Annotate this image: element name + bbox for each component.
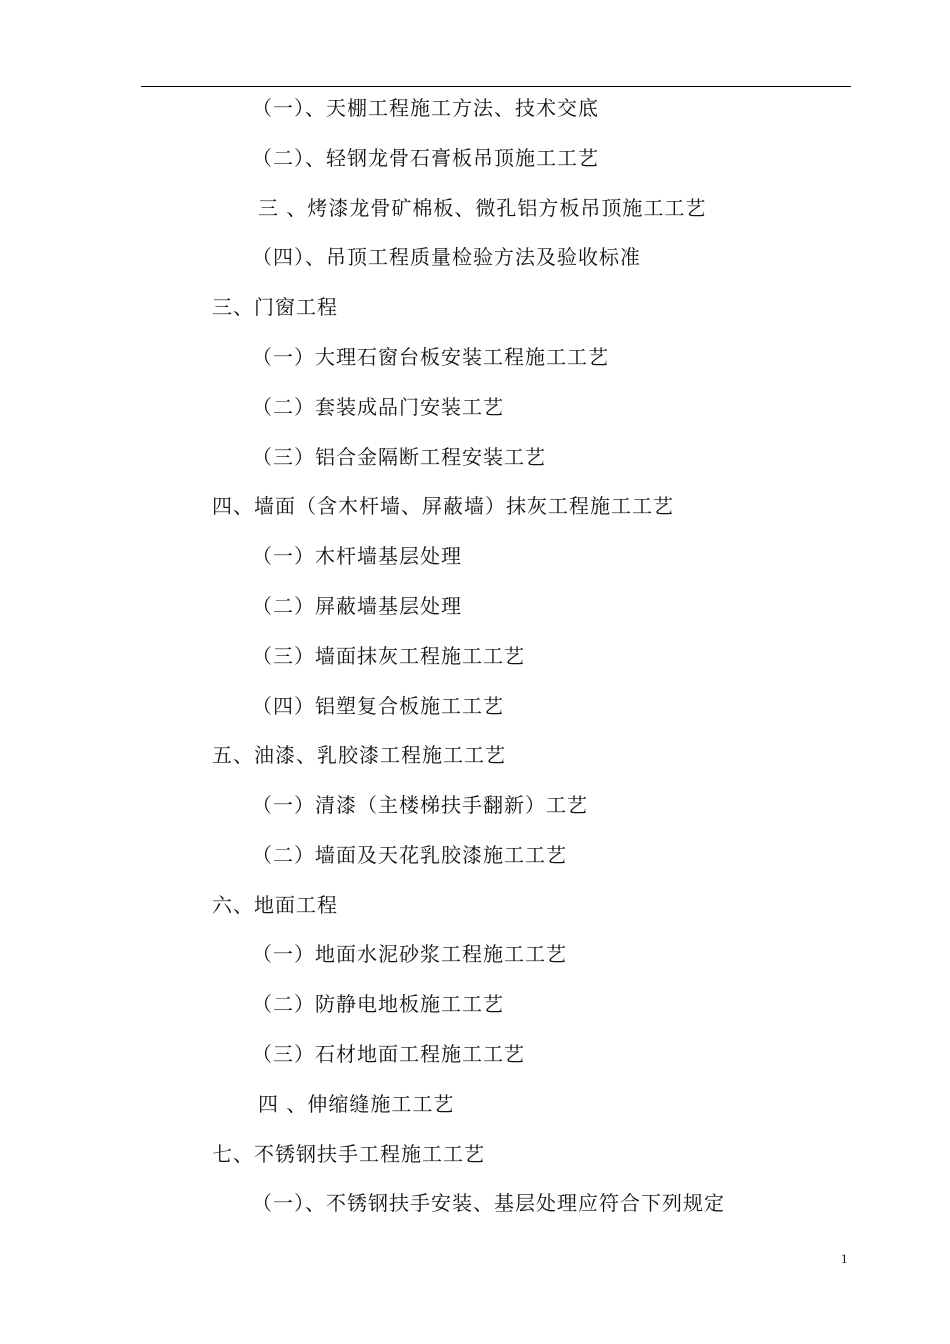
toc-item: （一）木杆墙基层处理 xyxy=(252,544,462,568)
toc-item: （四）、吊顶工程质量检验方法及验收标准 xyxy=(252,245,641,269)
toc-item: 四 、伸缩缝施工工艺 xyxy=(258,1092,455,1116)
toc-item: （四）铝塑复合板施工工艺 xyxy=(252,694,504,718)
toc-item: （二）墙面及天花乳胶漆施工工艺 xyxy=(252,843,567,867)
toc-section-heading: 五、油漆、乳胶漆工程施工工艺 xyxy=(212,743,506,767)
toc-item: （二）套装成品门安装工艺 xyxy=(252,395,504,419)
toc-item: （一）、不锈钢扶手安装、基层处理应符合下列规定 xyxy=(252,1191,725,1215)
toc-item: （三）墙面抹灰工程施工工艺 xyxy=(252,644,525,668)
toc-item: （三）石材地面工程施工工艺 xyxy=(252,1042,525,1066)
toc-section-heading: 七、不锈钢扶手工程施工工艺 xyxy=(212,1142,485,1166)
toc-section-heading: 三、门窗工程 xyxy=(212,295,338,319)
toc-item: 三 、烤漆龙骨矿棉板、微孔铝方板吊顶施工工艺 xyxy=(258,196,707,220)
toc-section-heading: 六、地面工程 xyxy=(212,893,338,917)
toc-item: （一）大理石窗台板安装工程施工工艺 xyxy=(252,345,609,369)
toc-item: （二）防静电地板施工工艺 xyxy=(252,992,504,1016)
toc-item: （三）铝合金隔断工程安装工艺 xyxy=(252,445,546,469)
page-number: 1 xyxy=(841,1251,848,1266)
toc-item: （一）、天棚工程施工方法、技术交底 xyxy=(252,96,599,120)
toc-section-heading: 四、墙面（含木杆墙、屏蔽墙）抹灰工程施工工艺 xyxy=(212,494,674,518)
toc-item: （二）、轻钢龙骨石膏板吊顶施工工艺 xyxy=(252,146,599,170)
toc-item: （一）地面水泥砂浆工程施工工艺 xyxy=(252,942,567,966)
toc-item: （一）清漆（主楼梯扶手翻新）工艺 xyxy=(252,793,588,817)
header-rule xyxy=(141,86,851,87)
toc-item: （二）屏蔽墙基层处理 xyxy=(252,594,462,618)
